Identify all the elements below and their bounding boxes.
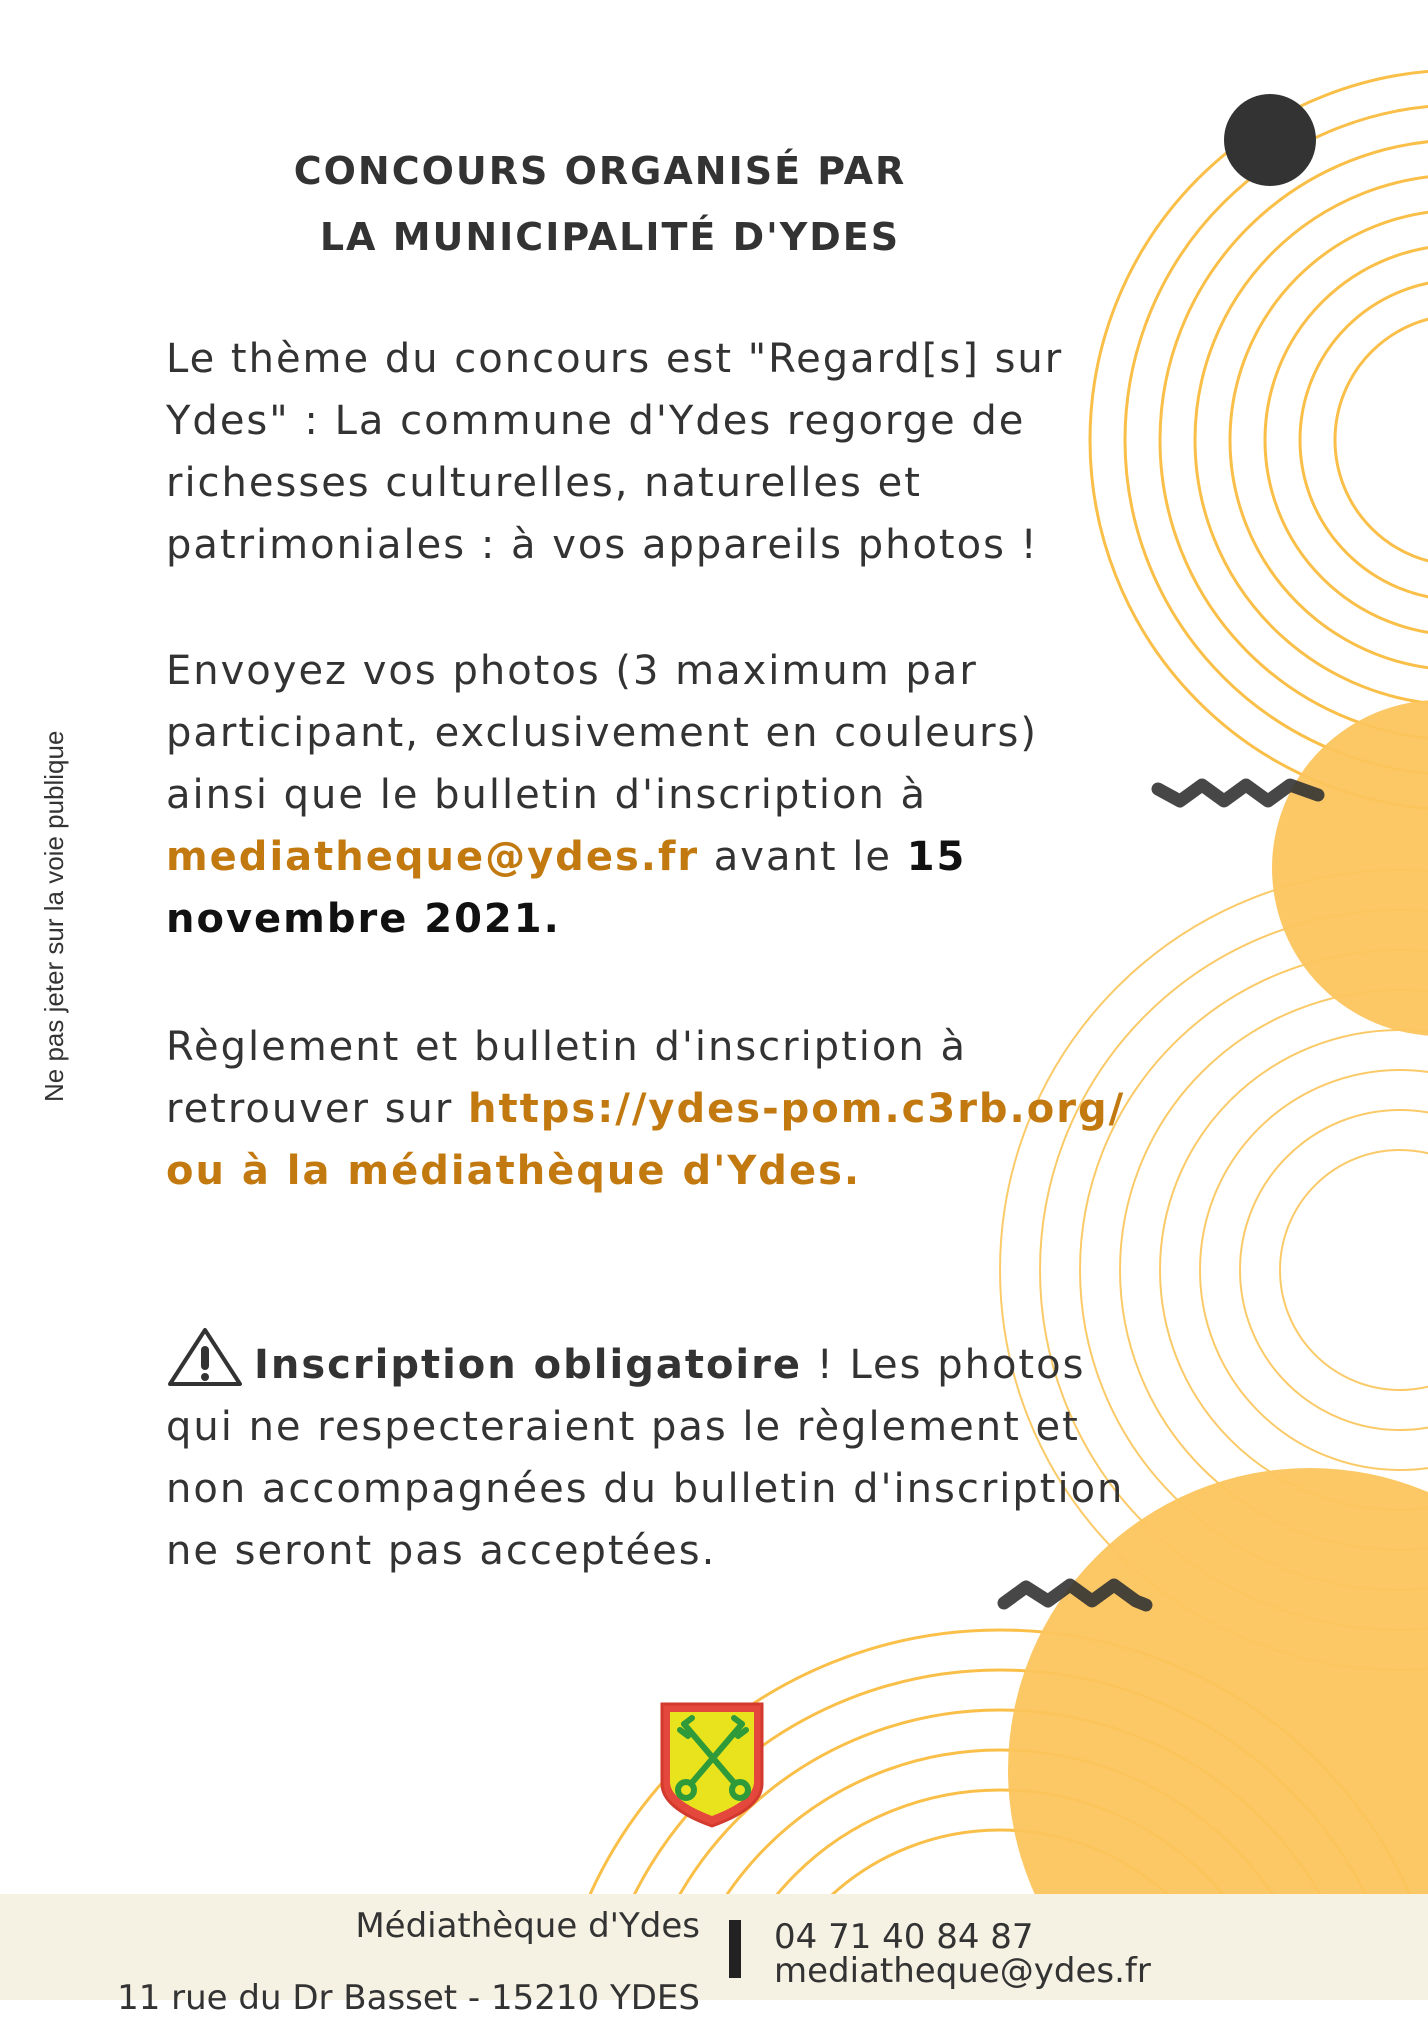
- footer-contact-block: [774, 1917, 1151, 1991]
- footer: [0, 1894, 1428, 2018]
- side-notice: Ne pas jeter sur la voie publique: [39, 730, 69, 1102]
- footer-phone[interactable]: 04 71 40 84 87: [774, 1917, 1034, 1957]
- library-mention: ou à la médiathèque d'Ydes.: [166, 1148, 862, 1194]
- yellow-circle-middle: [1272, 700, 1428, 1036]
- warning-text: ! Les photos qui ne respecteraient pas le règlement et non accompagnées du bulletin d'inscription ne seront pas acceptées.: [166, 1342, 1125, 1574]
- email-link[interactable]: mediatheque@ydes.fr: [166, 834, 700, 880]
- paragraph-warning: [166, 1326, 1126, 1582]
- deadline-prefix: avant le: [713, 834, 892, 880]
- mandatory-registration: Inscription obligatoire: [254, 1342, 802, 1388]
- paragraph-send-photos: [166, 640, 1126, 950]
- warning-icon: [166, 1326, 244, 1388]
- title-line-1: CONCOURS ORGANISÉ PAR: [293, 149, 907, 193]
- coat-of-arms-logo: [656, 1696, 768, 1832]
- footer-library-name: Médiathèque d'Ydes: [355, 1906, 700, 1946]
- send-photos-text: Envoyez vos photos (3 maximum par participant, exclusivement en couleurs) ainsi que le bulletin d'inscription à: [166, 648, 1038, 818]
- dark-dot: [1224, 94, 1316, 186]
- footer-divider: [729, 1920, 741, 1978]
- paragraph-theme: Le thème du concours est "Regard[s] sur Ydes" : La commune d'Ydes regorge de richesses culturelles, naturelles et patrimoniales : à vos appareils photos !: [166, 336, 1064, 568]
- website-link[interactable]: https://ydes-pom.c3rb.org/: [468, 1086, 1126, 1132]
- rules-text: Règlement et bulletin d'inscription à retrouver sur: [166, 1024, 967, 1132]
- footer-email[interactable]: mediatheque@ydes.fr: [774, 1951, 1151, 1991]
- title-line-2: LA MUNICIPALITÉ D'YDES: [319, 215, 901, 259]
- paragraph-rules: [166, 1016, 1126, 1202]
- footer-address: 11 rue du Dr Basset - 15210 YDES: [117, 1978, 700, 2018]
- deadline-date: 15 novembre 2021.: [166, 834, 967, 942]
